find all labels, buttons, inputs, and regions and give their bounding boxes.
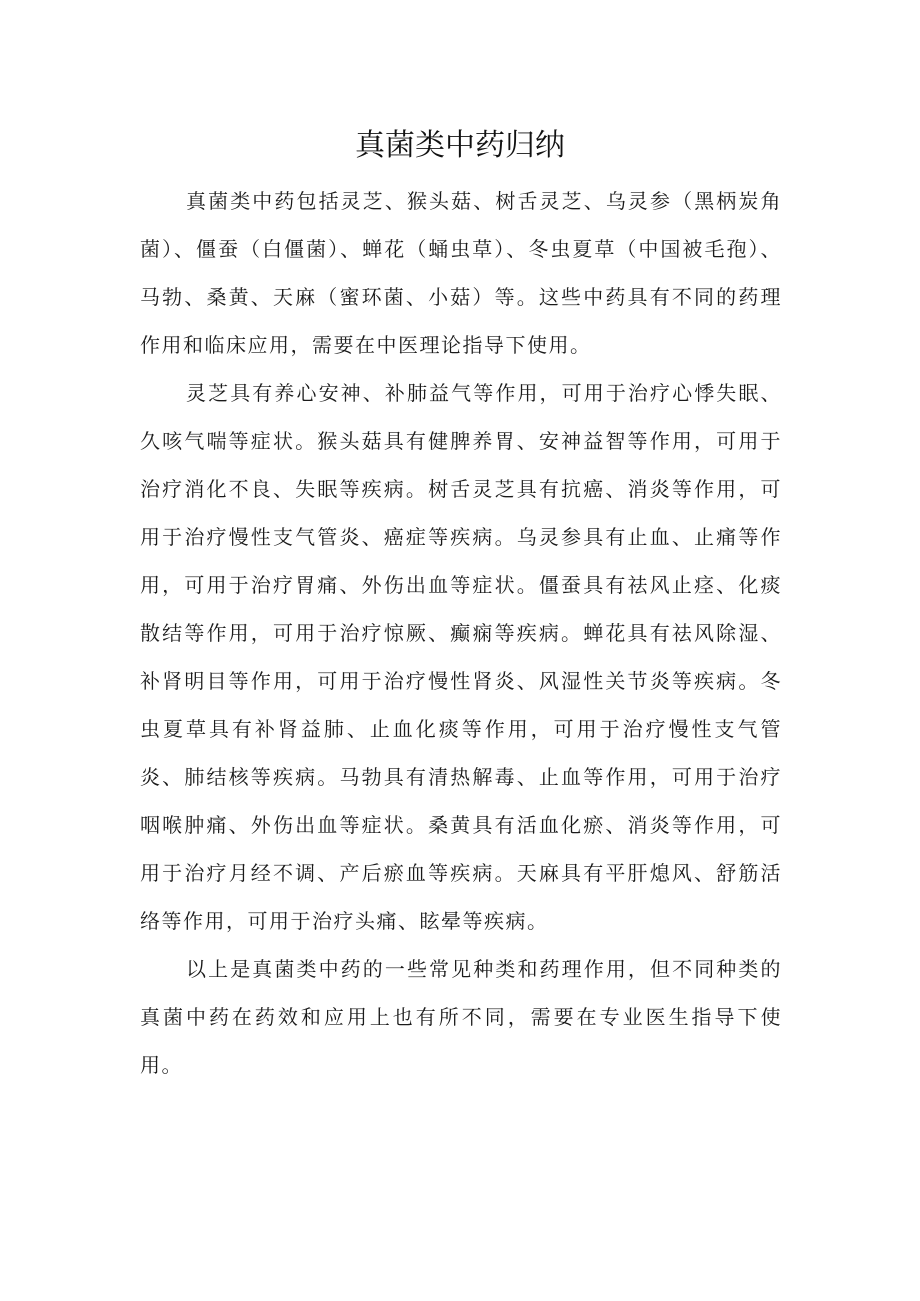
document-title: 真菌类中药归纳	[355, 128, 565, 163]
paragraph-conclusion: 以上是真菌类中药的一些常见种类和药理作用，但不同种类的真菌中药在药效和应用上也有所不同，需要在专业医生指导下使用。	[140, 957, 782, 1077]
paragraph-intro: 真菌类中药包括灵芝、猴头菇、树舌灵芝、乌灵参（黑柄炭角菌）、僵蚕（白僵菌）、蝉花（蛹虫草）、冬虫夏草（中国被毛孢）、马勃、桑黄、天麻（蜜环菌、小菇）等。这些中药具有不同的药理作用和临床应用，需要在中医理论指导下使用。	[140, 189, 782, 357]
paragraph-effects: 灵芝具有养心安神、补肺益气等作用，可用于治疗心悸失眠、久咳气喘等症状。猴头菇具有健脾养胃、安神益智等作用，可用于治疗消化不良、失眠等疾病。树舌灵芝具有抗癌、消炎等作用，可用于治疗慢性支气管炎、癌症等疾病。乌灵参具有止血、止痛等作用，可用于治疗胃痛、外伤出血等症状。僵蚕具有祛风止痉、化痰散结等作用，可用于治疗惊厥、癫痫等疾病。蝉花具有祛风除湿、补肾明目等作用，可用于治疗慢性肾炎、风湿性关节炎等疾病。冬虫夏草具有补肾益肺、止血化痰等作用，可用于治疗慢性支气管炎、肺结核等疾病。马勃具有清热解毒、止血等作用，可用于治疗咽喉肿痛、外伤出血等症状。桑黄具有活血化瘀、消炎等作用，可用于治疗月经不调、产后瘀血等疾病。天麻具有平肝熄风、舒筋活络等作用，可用于治疗头痛、眩晕等疾病。	[140, 381, 782, 933]
document-body	[140, 177, 782, 1089]
